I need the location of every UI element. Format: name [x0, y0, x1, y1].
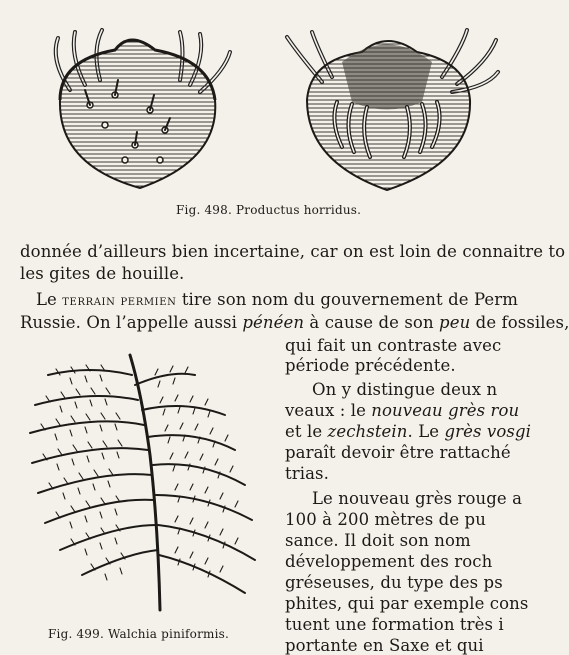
walchia-piniformis-illustration [20, 345, 270, 615]
body-line: portante en Saxe et qui [285, 636, 484, 655]
productus-horridus-illustration-left [30, 20, 240, 200]
body-line: sance. Il doit son nom [285, 531, 471, 550]
body-line: qui fait un contraste avec [285, 336, 502, 355]
text-run: de fossiles, [470, 313, 569, 332]
body-line: On y distingue deux n [312, 380, 498, 399]
text-run: tire son nom du gouvernement de Perm [176, 290, 519, 309]
italic-term: peu [439, 313, 471, 332]
italic-term: pénéen [242, 313, 305, 332]
text-run: Le [36, 290, 63, 309]
italic-term: grès vosgi [444, 422, 531, 441]
body-line: paraît devoir être rattaché [285, 443, 511, 462]
body-line: développement des roch [285, 552, 493, 571]
text-run: à cause de son [304, 313, 440, 332]
body-line [285, 422, 531, 441]
body-line: tuent une formation très i [285, 615, 504, 634]
figure-499-caption: Fig. 499. Walchia piniformis. [48, 627, 230, 641]
body-line: gréseuses, du type des ps [285, 573, 503, 592]
body-line: phites, qui par exemple cons [285, 594, 529, 613]
italic-term: nouveau grès rou [371, 401, 520, 420]
body-line: donnée d’ailleurs bien incertaine, car on est loin de connaitre to [20, 242, 566, 261]
body-line [285, 401, 519, 420]
body-line: Le nouveau grès rouge a [312, 489, 523, 508]
body-line: les gites de houille. [20, 264, 185, 283]
body-line [36, 290, 518, 309]
text-run: et le [285, 422, 328, 441]
body-line: 100 à 200 mètres de pu [285, 510, 486, 529]
text-run: veaux : le [285, 401, 372, 420]
body-line: période précédente. [285, 356, 456, 375]
italic-term: zechstein [327, 422, 408, 441]
body-line: trias. [285, 464, 329, 483]
text-run: Russie. On l’appelle aussi [20, 313, 243, 332]
text-run: . Le [407, 422, 445, 441]
figure-498-caption: Fig. 498. Productus horridus. [176, 203, 362, 217]
body-line [20, 313, 569, 332]
productus-horridus-illustration-right [282, 22, 500, 200]
small-caps-term: terrain permien [62, 293, 177, 309]
